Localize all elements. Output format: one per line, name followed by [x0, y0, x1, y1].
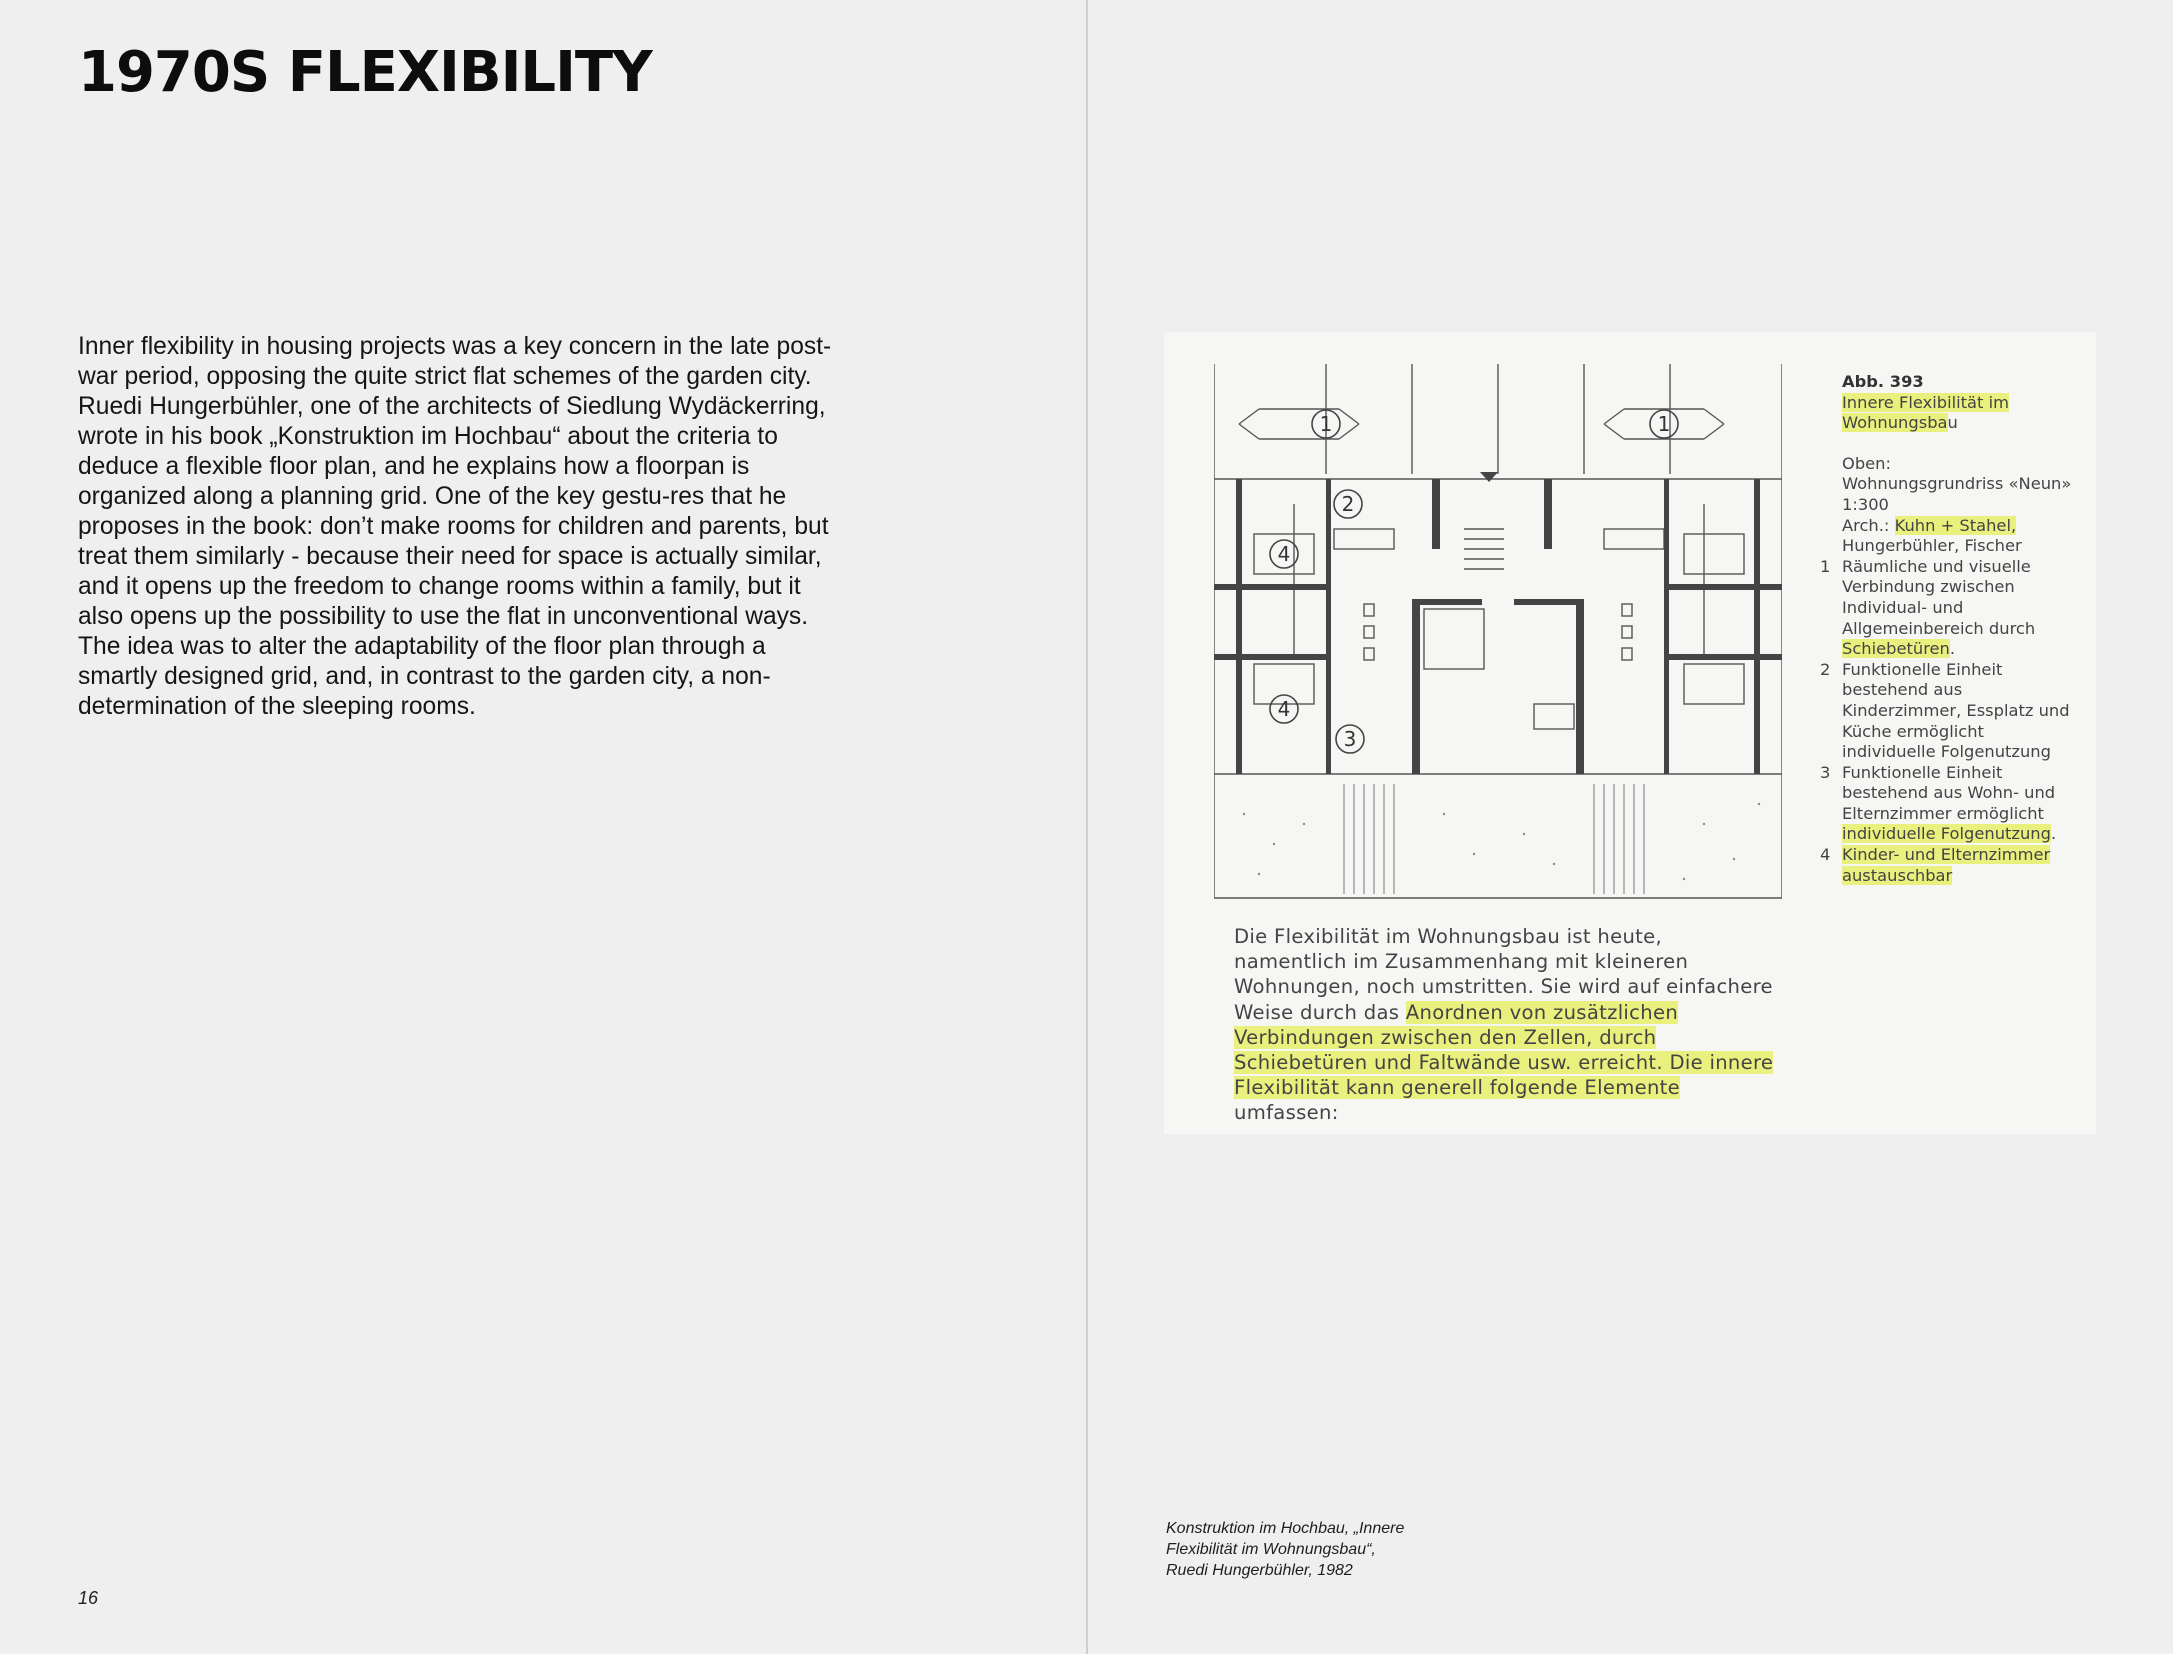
scanned-paragraph: Die Flexibilität im Wohnungsbau ist heute, namentlich im Zusammenhang mit kleineren Wohnungen, noch umstritten. Sie wird auf einfachere Weise durch das Anordnen von zusätzlichen Verbindungen zwischen den Zellen, durch Schiebetüren und Faltwände usw. erreicht. Die innere Flexibilität kann generell folgende Elemente umfassen: [1234, 925, 1774, 1125]
figure-architects: Arch.: Kuhn + Stahel, [1842, 515, 2017, 535]
figure-item: 3 Funktionelle Einheit bestehend aus Wohn- und Elternzimmer ermöglicht individuelle Folgenutzung. [1820, 762, 2057, 844]
figure-architects-cont: Hungerbühler, Fischer [1842, 536, 2022, 556]
plan-label: 1 [1319, 412, 1333, 436]
figure-number: Abb. 393 [1842, 372, 1924, 391]
page-title: 1970S FLEXIBILITY [78, 40, 652, 105]
figure-item: 2 Funktionelle Einheit bestehend aus Kinderzimmer, Essplatz und Küche ermöglicht individuelle Folgenutzung [1820, 659, 2070, 762]
figure-caption: Konstruktion im Hochbau, „Innere Flexibilität im Wohnungsbau“, Ruedi Hungerbühler, 1982 [1166, 1520, 1405, 1579]
figure-item: 1 Räumliche und visuelle Verbindung zwischen Individual- und Allgemeinbereich durch Schiebetüren. [1820, 556, 2036, 659]
plan-label: 4 [1277, 697, 1291, 721]
spread-divider [1086, 0, 1088, 1654]
figure-plan-name: Wohnungsgrundriss «Neun» [1842, 474, 2072, 494]
figure-item-list [1820, 556, 2082, 887]
body-paragraph: Inner flexibility in housing projects was a key concern in the late post-war period, opposing the quite strict flat schemes of the garden city. Ruedi Hungerbühler, one of the architects of Siedlung Wydäckerring, wrote in his book „Konstruktion im Hochbau“ about the criteria to deduce a flexible floor plan, and he explains how a floorpan is organized along a planning grid. One of the key gestu-res that he proposes in the book: don’t make rooms for children and parents, but treat them similarly - because their need for space is actually similar, and it opens up the freedom to change rooms within a family, but it also opens up the possibility to use the flat in unconventional ways. The idea was to alter the adaptability of the floor plan through a smartly designed grid, and, in contrast to the garden city, a non-determination of the sleeping rooms. [78, 333, 832, 720]
page-number: 16 [78, 1588, 99, 1608]
plan-label: 4 [1277, 542, 1291, 566]
plan-label: 2 [1341, 492, 1355, 516]
figure-oben: Oben: [1842, 453, 1891, 473]
floor-plan-drawing [1214, 364, 1782, 920]
figure-item: 4 Kinder- und Elternzimmer austauschbar [1820, 845, 2051, 885]
figure-legend [1820, 372, 2082, 886]
figure-title-cont: Wohnungsbau [1842, 413, 1958, 433]
floor-plan-svg [1214, 364, 1782, 920]
figure-scale: 1:300 [1842, 494, 1889, 514]
scan-highlight: Anordnen von zusätzlichen Verbindungen zwischen den Zellen, durch Schiebetüren und Faltwände usw. erreicht. Die innere Flexibilität kann generell folgende Elemente [1234, 1000, 1774, 1100]
figure-title: Innere Flexibilität im [1842, 392, 2009, 412]
scanned-figure [1164, 332, 2096, 1134]
plan-label: 3 [1343, 727, 1357, 751]
plan-label: 1 [1657, 412, 1671, 436]
